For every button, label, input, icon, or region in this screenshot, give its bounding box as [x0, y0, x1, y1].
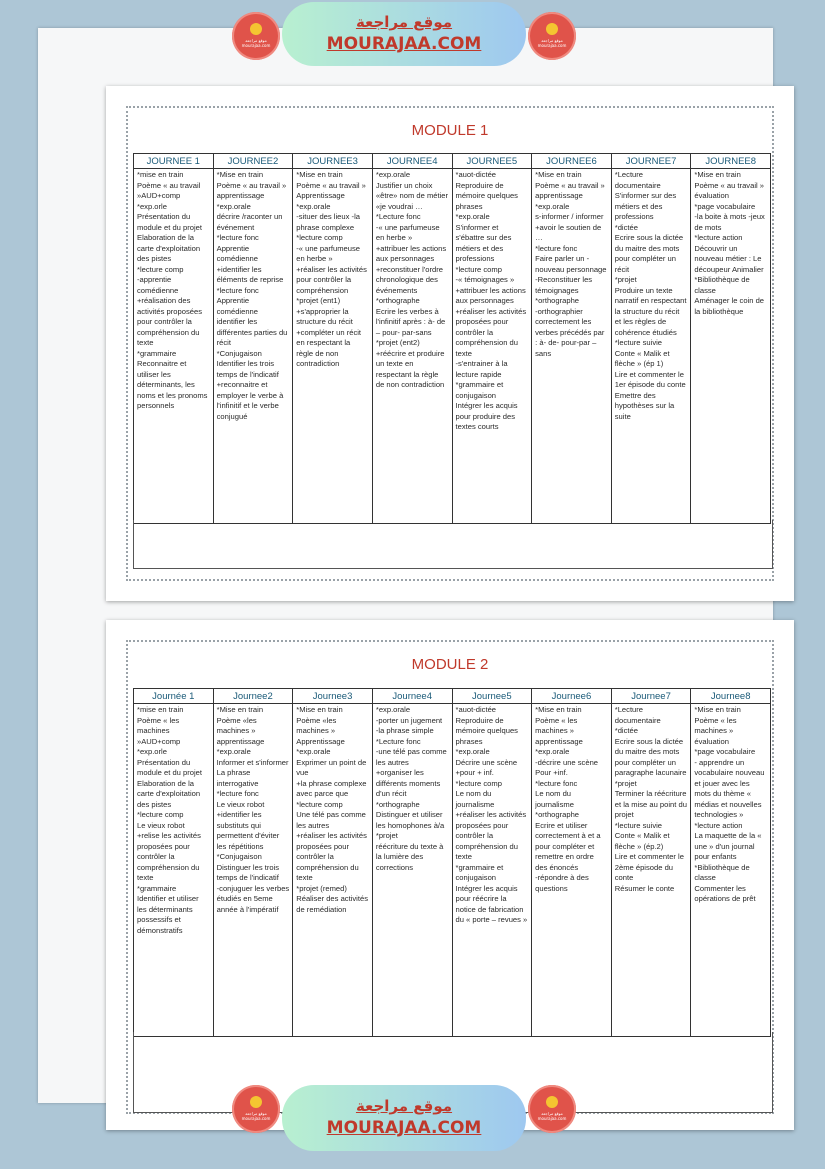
badge-caption-arabic: موقع مراجعة [541, 38, 563, 43]
day-cell: *exp.orale -porter un jugement -la phrase simple *Lecture fonc -une télé pas comme les autres +organiser les différents moments d'un récit *orthographe Distinguer et utiliser les homophones à/a *projet réécriture du texte à la lumière des corrections [372, 704, 452, 1037]
badge-caption-arabic: موقع مراجعة [245, 1111, 267, 1116]
column-header: JOURNEE2 [213, 154, 293, 169]
day-cell: *Mise en train Poème « au travail » apprentissage *exp.orale décrire /raconter un événement *lecture fonc Apprentie comédienne +identifier les éléments de reprise *lecture fonc Apprentie comédienne identifier les différentes parties du récit *Conjugaison Identifier les trois temps de l'indicatif +reconnaitre et employer le verbe à l'infinitif et le verbe conjugué [213, 169, 293, 524]
day-cell: *mise en train Poème « les machines »AUD+comp *exp.orle Présentation du module et du projet Elaboration de la carte d'exploitation des pistes *lecture comp Le vieux robot +relise les activités proposées pour contrôler la compréhension du texte *grammaire Identifier et utiliser les déterminants possessifs et démonstratifs [134, 704, 214, 1037]
column-header: Journee6 [532, 689, 612, 704]
banner-latin-text: MOURAJAA.COM [326, 1118, 482, 1138]
schedule-table-module-1 [133, 153, 771, 524]
logo-icon [250, 23, 262, 35]
column-header: JOURNEE7 [611, 154, 691, 169]
column-header: Journee8 [691, 689, 771, 704]
banner-arabic-text: موقع مراجعة [355, 1097, 453, 1115]
day-cell: *mise en train Poème « au travail »AUD+comp *exp.orle Présentation du module et du projet Elaboration de la carte d'exploitation des pistes *lecture comp -apprentie comédienne +réalisation des activités proposées pour contrôler la compréhension du texte *grammaire Reconnaitre et utiliser les déterminants, les noms et les pronoms personnels [134, 169, 214, 524]
schedule-table-module-2 [133, 688, 771, 1037]
table-row [134, 169, 771, 524]
header-row [134, 689, 771, 704]
column-header: JOURNEE5 [452, 154, 532, 169]
site-badge-logo [528, 1085, 576, 1133]
column-header: JOURNEE6 [532, 154, 612, 169]
day-cell: *auot-dictée Reproduire de mémoire quelques phrases *exp.orale Décrire une scène +pour + inf. *lecture comp Le nom du journalisme +réaliser les activités proposées pour contrôler la compréhension du texte *grammaire et conjugaison Intégrer les acquis pour réécrire la notice de fabrication du « porte – revues » [452, 704, 532, 1037]
page-module-1 [106, 86, 794, 601]
banner-arabic-text: موقع مراجعة [355, 13, 453, 31]
column-header: Journee4 [372, 689, 452, 704]
table-row [134, 704, 771, 1037]
day-cell: *Mise en train Poème « les machines » évaluation *page vocabulaire - apprendre un vocabulaire nouveau et jouer avec les mots du thème « médias et nouvelles technologies » *lecture action La maquette de la « une » d'un journal pour enfants *Bibliothèque de classe Commenter les opérations de prêt [691, 704, 771, 1037]
site-banner-bottom[interactable] [282, 1085, 526, 1151]
badge-caption-latin: mourajaa.com [537, 43, 567, 48]
page-frame [126, 106, 774, 581]
day-cell: *exp.orale Justifier un choix «être» nom de métier «je voudrai … *Lecture fonc -« une parfumeuse en herbe » +attribuer les actions aux personnages +reconstituer l'ordre chronologique des événements *orthographe Ecrire les verbes à l'infinitif après : à- de – pour- par-sans *projet (ent2) +réécrire et produire un texte en respectant la règle de non contradiction [372, 169, 452, 524]
day-cell: *Mise en train Poème «les machines » apprentissage *exp.orale Informer et s'informer La phrase interrogative *lecture fonc Le vieux robot +identifier les substituts qui permettent d'éviter les répétitions *Conjugaison Distinguer les trois temps de l'indicatif -conjuguer les verbes étudiés en 5eme année à l'impératif [213, 704, 293, 1037]
column-header: JOURNEE 1 [134, 154, 214, 169]
day-cell: *Mise en train Poème « les machines » apprentissage *exp.orale -décrire une scène Pour +inf. *lecture fonc Le nom du journalisme *orthographe Ecrire et utiliser correctement à et a pour compléter et remettre en ordre des énoncés -répondre à des questions [532, 704, 612, 1037]
day-cell: *Mise en train Poème « au travail » Apprentissage *exp.orale -situer des lieux -la phrase complexe *lecture comp -« une parfumeuse en herbe » +réaliser les activités pour contrôler la compréhension *projet (ent1) +s'approprier la structure du récit +compléter un récit en respectant la règle de non contradiction [293, 169, 373, 524]
site-badge-logo [528, 12, 576, 60]
badge-caption-latin: mourajaa.com [537, 1116, 567, 1121]
badge-caption-latin: mourajaa.com [241, 43, 271, 48]
empty-table-row [133, 520, 773, 569]
column-header: Journée 1 [134, 689, 214, 704]
logo-icon [546, 23, 558, 35]
page-frame [126, 640, 774, 1114]
header-row [134, 154, 771, 169]
day-cell: *Lecture documentaire *dictée Ecrire sous la dictée du maitre des mots pour compléter un paragraphe lacunaire *projet Terminer la réécriture et la mise au point du projet *lecture suivie Conte « Malik et flèche » (ép.2) Lire et commenter le 2ème épisode du conte Résumer le conte [611, 704, 691, 1037]
badge-caption-arabic: موقع مراجعة [541, 1111, 563, 1116]
site-badge-logo [232, 12, 280, 60]
column-header: Journee2 [213, 689, 293, 704]
logo-icon [250, 1096, 262, 1108]
badge-caption-arabic: موقع مراجعة [245, 38, 267, 43]
day-cell: *Mise en train Poème « au travail » évaluation *page vocabulaire -la boite à mots -jeux de mots *lecture action Découvrir un nouveau métier : Le découpeur Animalier *Bibliothèque de classe Aménager le coin de la bibliothèque [691, 169, 771, 524]
site-banner-top[interactable] [282, 2, 526, 66]
column-header: JOURNEE3 [293, 154, 373, 169]
column-header: JOURNEE8 [691, 154, 771, 169]
banner-latin-text: MOURAJAA.COM [326, 34, 482, 54]
logo-icon [546, 1096, 558, 1108]
day-cell: *Mise en train Poème « au travail » apprentissage *exp.orale s-informer / informer +avoir le soutien de … *lecture fonc Faire parler un -nouveau personnage -Reconstituer les témoignages *orthographe -orthographier correctement les verbes précédés par : à- de- pour-par – sans [532, 169, 612, 524]
column-header: Journee5 [452, 689, 532, 704]
document-sheet [38, 28, 773, 1103]
day-cell: *auot-dictée Reproduire de mémoire quelques phrases *exp.orale S'informer et s'ébattre sur des métiers et des professions *lecture comp -« témoignages » +attribuer les actions aux personnages +réaliser les activités proposées pour contrôler la compréhension du texte -s'entrainer à la lecture rapide *grammaire et conjugaison Intégrer les acquis pour produire des textes courts [452, 169, 532, 524]
column-header: Journee3 [293, 689, 373, 704]
site-badge-logo [232, 1085, 280, 1133]
module-title: MODULE 1 [411, 122, 489, 139]
column-header: Journee7 [611, 689, 691, 704]
badge-caption-latin: mourajaa.com [241, 1116, 271, 1121]
column-header: JOURNEE4 [372, 154, 452, 169]
page-module-2 [106, 620, 794, 1130]
day-cell: *Mise en train Poème «les machines » Apprentissage *exp.orale Exprimer un point de vue +la phrase complexe avec parce que *lecture comp Une télé pas comme les autres +réaliser les activités proposées pour contrôler la compréhension du texte *projet (remed) Réaliser des activités de remédiation [293, 704, 373, 1037]
day-cell: *Lecture documentaire S'informer sur des métiers et des professions *dictée Ecrire sous la dictée du maitre des mots pour compléter un récit *projet Produire un texte narratif en respectant la structure du récit et les règles de cohérence étudiés *lecture suivie Conte « Malik et flèche » (ép 1) Lire et commenter le 1er épisode du conte Emettre des hypothèses sur la suite [611, 169, 691, 524]
module-title: MODULE 2 [411, 656, 489, 673]
